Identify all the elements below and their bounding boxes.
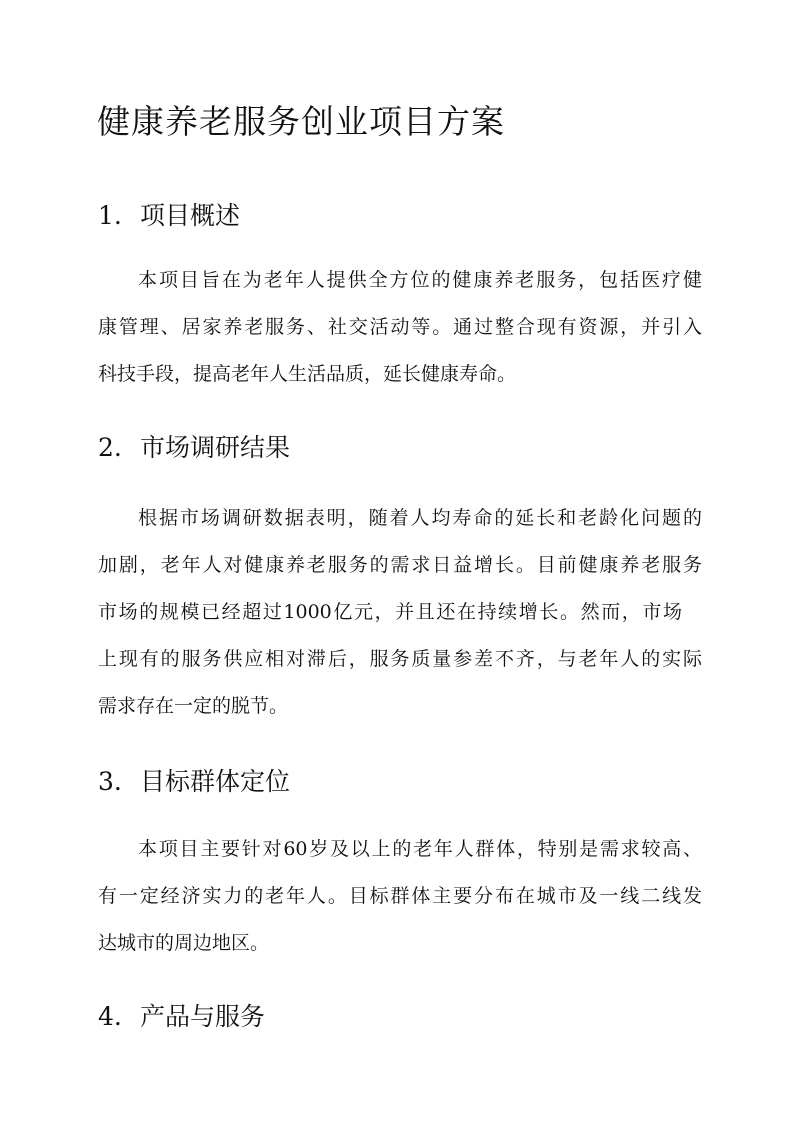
- paragraph-line: 有一定经济实力的老年人。目标群体主要分布在城市及一线二线发: [98, 885, 702, 907]
- section-heading-1: [98, 196, 240, 232]
- section-heading-4: [98, 997, 265, 1033]
- section-paragraph-2: [98, 495, 702, 730]
- paragraph-line: 需求存在一定的脱节。: [98, 695, 289, 717]
- paragraph-line: 根据市场调研数据表明，随着人均寿命的延长和老龄化问题的: [138, 507, 702, 529]
- section-title: 市场调研结果: [140, 433, 291, 462]
- paragraph-line: 科技手段，提高老年人生活品质，延长健康寿命。: [98, 363, 517, 385]
- paragraph-line: 本项目主要针对60岁及以上的老年人群体，特别是需求较高、: [138, 838, 702, 860]
- document-title: 健康养老服务创业项目方案: [97, 102, 505, 141]
- section-title: 项目概述: [140, 201, 241, 230]
- paragraph-line: 市场的规模已经超过1000亿元，并且还在持续增长。然而，市场: [98, 601, 682, 623]
- section-heading-2: [98, 428, 290, 464]
- section-title: 目标群体定位: [140, 767, 291, 796]
- section-paragraph-3: [98, 826, 702, 967]
- section-title: 产品与服务: [140, 1002, 266, 1031]
- paragraph-line: 加剧，老年人对健康养老服务的需求日益增长。目前健康养老服务: [98, 554, 702, 576]
- paragraph-line: 本项目旨在为老年人提供全方位的健康养老服务，包括医疗健: [138, 269, 702, 291]
- section-heading-3: [98, 762, 290, 798]
- paragraph-line: 康管理、居家养老服务、社交活动等。通过整合现有资源，并引入: [98, 316, 702, 338]
- paragraph-line: 上现有的服务供应相对滞后，服务质量参差不齐，与老年人的实际: [98, 648, 702, 670]
- section-number: 1.: [98, 201, 122, 230]
- section-number: 4.: [98, 1002, 122, 1031]
- paragraph-line: 达城市的周边地区。: [98, 932, 270, 954]
- section-number: 2.: [98, 433, 122, 462]
- section-number: 3.: [98, 767, 122, 796]
- section-paragraph-1: [98, 257, 702, 398]
